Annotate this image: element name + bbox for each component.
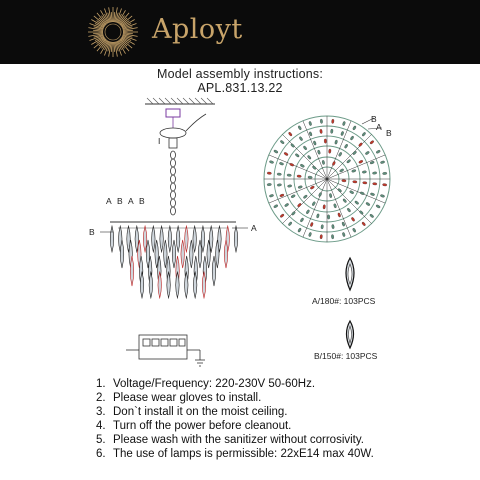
instruction-item: 1. Voltage/Frequency: 220-230V 50-60Hz. bbox=[96, 378, 316, 390]
crystal-bead bbox=[360, 191, 365, 195]
crystal-pendant-b-icon bbox=[347, 321, 354, 348]
crystal-bead bbox=[352, 151, 357, 156]
instruction-item: 6. The use of lamps is permissible: 22xE14 max 40W. bbox=[96, 448, 374, 460]
crystal-bead bbox=[352, 125, 356, 130]
label-a: A bbox=[376, 122, 382, 132]
crystal-bead bbox=[351, 217, 355, 222]
label-i: I bbox=[158, 136, 161, 146]
crystal-bead bbox=[287, 174, 292, 177]
crystal-bead bbox=[320, 119, 323, 124]
crystal-bead bbox=[267, 183, 272, 186]
crystal-bead bbox=[358, 142, 363, 147]
crystal-bead bbox=[277, 183, 282, 186]
crystal-drop bbox=[172, 240, 176, 268]
crystal-bead bbox=[372, 182, 377, 185]
crystal-bead bbox=[342, 121, 346, 126]
chandelier-top-view bbox=[264, 116, 390, 242]
crystal-bead bbox=[313, 141, 317, 146]
crystal-bead bbox=[279, 162, 284, 166]
crystal-drop bbox=[160, 226, 164, 252]
crystal-bead bbox=[280, 213, 285, 218]
chandelier-side-view bbox=[100, 222, 248, 298]
crystal-drop bbox=[212, 256, 216, 286]
crystal-bead bbox=[300, 164, 305, 168]
crystal-bead bbox=[298, 125, 302, 130]
crystal-bead bbox=[354, 200, 359, 205]
model-number: APL.831.13.22 bbox=[197, 81, 283, 95]
crystal-bead bbox=[344, 144, 348, 149]
crystal-bead bbox=[376, 150, 381, 154]
crystal-bead bbox=[349, 190, 354, 194]
crystal-bead bbox=[340, 131, 344, 136]
crystal-bead bbox=[342, 179, 347, 182]
instruction-item: 2. Please wear gloves to install. bbox=[96, 392, 262, 404]
crystal-bead bbox=[291, 194, 296, 198]
crystal-bead bbox=[287, 184, 292, 187]
crystal-bead bbox=[380, 194, 385, 198]
crystal-drop bbox=[185, 226, 189, 252]
crystal-bead bbox=[306, 209, 310, 214]
crystal-bead bbox=[331, 119, 334, 124]
label-b: B bbox=[117, 196, 123, 206]
brand-name: Aployt bbox=[152, 14, 243, 45]
crystal-bead bbox=[380, 160, 385, 164]
suspension-chain bbox=[171, 151, 176, 215]
ceiling-mount-icon bbox=[145, 98, 215, 148]
crystal-bead bbox=[361, 221, 366, 226]
crystal-bead bbox=[273, 204, 278, 208]
crystal-bead bbox=[316, 213, 319, 218]
part-b-spec: B/150#: 103PCS bbox=[314, 351, 378, 361]
crystal-drop bbox=[190, 240, 194, 268]
crystal-bead bbox=[289, 163, 294, 167]
crystal-bead bbox=[334, 140, 337, 145]
crystal-bead bbox=[317, 150, 321, 155]
crystal-bead bbox=[369, 140, 374, 145]
crystal-bead bbox=[358, 160, 363, 164]
label-a: A bbox=[106, 196, 112, 206]
crystal-bead bbox=[351, 169, 356, 173]
part-a-spec: A/180#: 103PCS bbox=[312, 296, 376, 306]
crystal-bead bbox=[277, 173, 282, 176]
crystal-bead bbox=[291, 211, 296, 216]
crystal-bead bbox=[376, 204, 381, 208]
crystal-bead bbox=[330, 129, 333, 134]
crystal-bead bbox=[328, 149, 331, 154]
crystal-bead bbox=[269, 194, 274, 198]
instruction-item: 3. Don`t install it on the moist ceiling. bbox=[96, 406, 288, 418]
instruction-item: 5. Please wash with the sanitizer without corrosivity. bbox=[96, 434, 364, 446]
crystal-bead bbox=[337, 212, 341, 217]
crystal-bead bbox=[297, 228, 301, 233]
crystal-bead bbox=[362, 170, 367, 173]
label-a: A bbox=[128, 196, 134, 206]
label-b: B bbox=[89, 227, 95, 237]
crystal-bead bbox=[333, 203, 337, 208]
crystal-bead bbox=[359, 210, 364, 215]
crystal-bead bbox=[350, 136, 354, 141]
crystal-bead bbox=[363, 181, 368, 184]
crystal-drop bbox=[168, 226, 172, 252]
crystal-bead bbox=[382, 172, 387, 175]
crystal-bead bbox=[331, 234, 334, 239]
crystal-bead bbox=[273, 149, 278, 153]
crystal-bead bbox=[346, 159, 351, 164]
crystal-bead bbox=[310, 222, 314, 227]
crystal-pendant-a-icon bbox=[346, 258, 354, 290]
crystal-bead bbox=[342, 198, 347, 203]
crystal-bead bbox=[288, 132, 293, 137]
crystal-bead bbox=[321, 224, 324, 229]
crystal-drop bbox=[234, 226, 238, 252]
crystal-bead bbox=[362, 132, 367, 137]
crystal-bead bbox=[284, 152, 289, 156]
crystal-drop bbox=[176, 226, 180, 252]
label-b: B bbox=[139, 196, 145, 206]
crystal-bead bbox=[288, 221, 293, 226]
crystal-bead bbox=[329, 193, 332, 198]
crystal-drop bbox=[110, 226, 114, 252]
crystal-bead bbox=[347, 208, 351, 213]
crystal-bead bbox=[327, 215, 330, 219]
crystal-bead bbox=[299, 136, 303, 141]
crystal-bead bbox=[312, 165, 317, 170]
crystal-bead bbox=[372, 172, 377, 175]
crystal-bead bbox=[365, 151, 370, 155]
crystal-bead bbox=[280, 140, 285, 145]
crystal-bead bbox=[308, 176, 313, 179]
crystal-bead bbox=[342, 232, 346, 237]
crystal-bead bbox=[320, 234, 323, 239]
crystal-bead bbox=[338, 152, 342, 157]
crystal-bead bbox=[308, 232, 312, 237]
label-b: B bbox=[371, 114, 377, 124]
crystal-drop bbox=[164, 240, 168, 268]
crystal-bead bbox=[332, 161, 336, 166]
crystal-bead bbox=[382, 183, 387, 186]
crystal-bead bbox=[369, 214, 374, 219]
crystal-bead bbox=[353, 180, 358, 183]
crystal-bead bbox=[303, 145, 307, 150]
label-b: B bbox=[386, 128, 392, 138]
crystal-bead bbox=[269, 160, 274, 164]
crystal-bead bbox=[370, 192, 375, 196]
label-a: A bbox=[251, 223, 257, 233]
crystal-bead bbox=[297, 203, 302, 208]
crystal-bead bbox=[352, 228, 356, 233]
crystal-bead bbox=[284, 203, 289, 207]
crystal-bead bbox=[298, 185, 303, 189]
crystal-bead bbox=[312, 201, 316, 206]
crystal-bead bbox=[365, 202, 370, 206]
crystal-bead bbox=[303, 194, 308, 199]
crystal-drop bbox=[193, 226, 197, 252]
crystal-bead bbox=[318, 192, 322, 197]
terminal-block-icon bbox=[126, 335, 205, 366]
crystal-bead bbox=[322, 160, 325, 165]
crystal-bead bbox=[308, 121, 312, 126]
crystal-bead bbox=[323, 205, 326, 210]
crystal-drop bbox=[152, 226, 156, 252]
crystal-bead bbox=[297, 175, 302, 178]
document-title: Model assembly instructions: bbox=[156, 67, 324, 81]
crystal-bead bbox=[307, 155, 312, 160]
crystal-bead bbox=[300, 217, 304, 222]
crystal-bead bbox=[295, 153, 300, 158]
instructions-list bbox=[96, 377, 374, 461]
instruction-item: 4. Turn off the power before cleanout. bbox=[96, 420, 292, 432]
crystal-bead bbox=[337, 188, 342, 193]
crystal-bead bbox=[290, 143, 295, 148]
crystal-bead bbox=[331, 224, 334, 229]
crystal-bead bbox=[267, 172, 272, 175]
crystal-bead bbox=[324, 139, 327, 143]
crystal-bead bbox=[320, 129, 323, 134]
crystal-drop bbox=[181, 240, 185, 268]
